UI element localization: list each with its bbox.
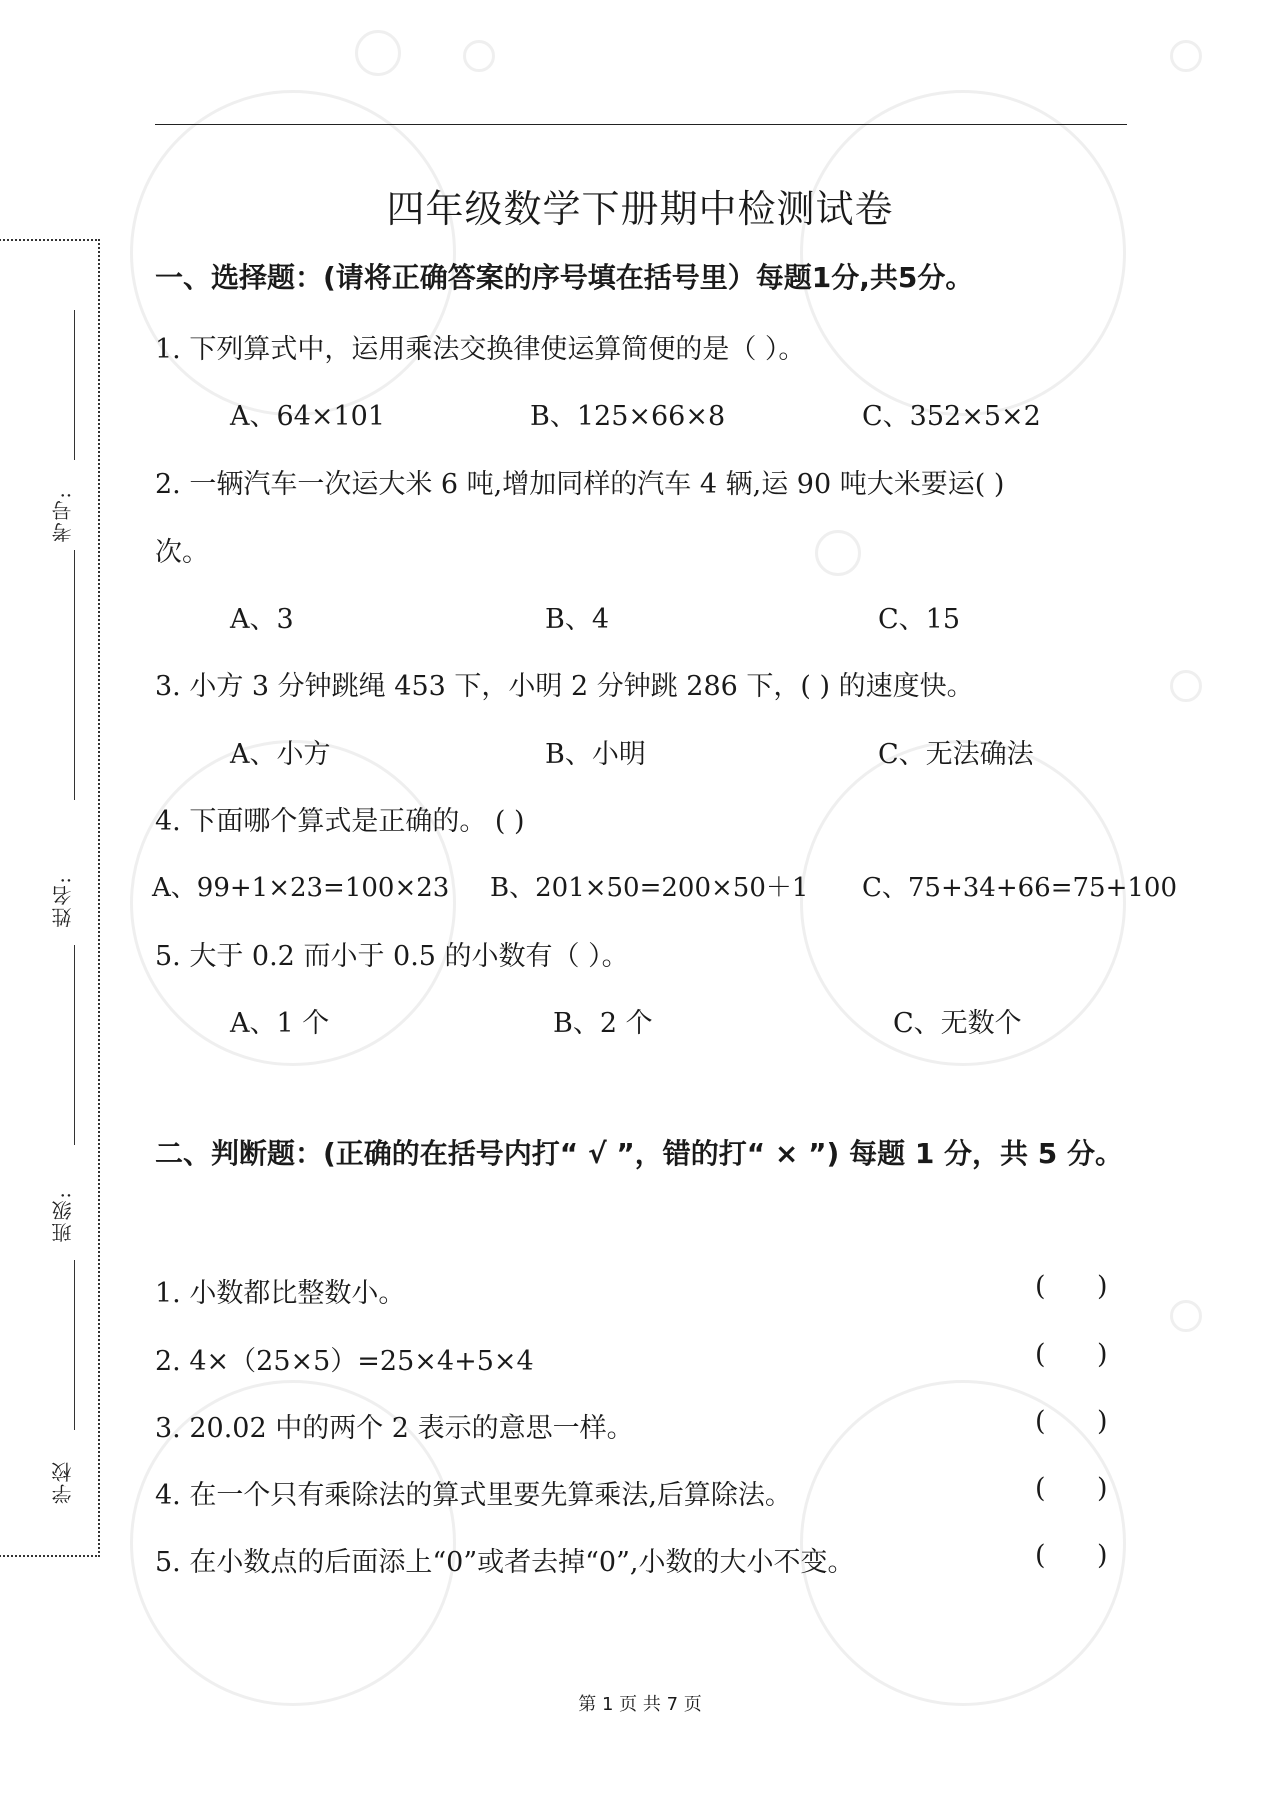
judge-item-5-answer: ( ) [1035, 1540, 1108, 1571]
header-rule [155, 124, 1127, 125]
q4-option-a: A、99+1×23=100×23 [152, 873, 450, 903]
class-line [74, 1260, 75, 1430]
q3-option-b: B、小明 [545, 739, 646, 770]
judge-item-1-answer: ( ) [1035, 1271, 1108, 1302]
watermark-dot [815, 530, 861, 576]
school-label: 学校 [51, 1460, 75, 1504]
q4-option-b: B、201×50=200×50＋1 [490, 873, 809, 903]
page-footer: 第 1 页 共 7 页 [578, 1694, 702, 1715]
judge-item-1: 1. 小数都比整数小。 [155, 1278, 406, 1309]
judge-item-4: 4. 在一个只有乘除法的算式里要先算乘法,后算除法。 [155, 1480, 792, 1511]
section1-heading: 一、选择题：(请将正确答案的序号填在括号里）每题1分,共5分。 [155, 261, 974, 294]
q2-option-b: B、4 [545, 604, 610, 635]
question-2-cont: 次。 [155, 537, 209, 568]
q1-option-a: A、64×101 [230, 401, 386, 432]
q2-option-c: C、15 [878, 604, 961, 635]
name-line [74, 945, 75, 1145]
exam-no-label: 考号: [51, 490, 75, 543]
watermark-dot [463, 40, 495, 72]
question-4: 4. 下面哪个算式是正确的。 ( ) [155, 806, 525, 837]
judge-item-2-answer: ( ) [1035, 1339, 1108, 1370]
question-5: 5. 大于 0.2 而小于 0.5 的小数有（ ）。 [155, 941, 629, 972]
page-title: 四年级数学下册期中检测试卷 [386, 187, 894, 231]
q5-option-a: A、1 个 [230, 1008, 330, 1039]
watermark-dot [355, 30, 401, 76]
q1-option-c: C、352×5×2 [862, 401, 1041, 432]
exam-no-line [74, 310, 75, 460]
q5-option-b: B、2 个 [553, 1008, 653, 1039]
watermark-dot [1170, 1300, 1202, 1332]
judge-item-3-answer: ( ) [1035, 1406, 1108, 1437]
q2-option-a: A、3 [230, 604, 294, 635]
name-label: 姓名: [51, 875, 75, 928]
q5-option-c: C、无数个 [893, 1008, 1022, 1039]
judge-item-4-answer: ( ) [1035, 1473, 1108, 1504]
watermark-dot [1170, 40, 1202, 72]
section2-heading: 二、判断题：(正确的在括号内打“ √ ”，错的打“ × ”) 每题 1 分，共 5 分。 [155, 1137, 1124, 1170]
judge-item-2: 2. 4×（25×5）=25×4+5×4 [155, 1346, 534, 1377]
q4-option-c: C、75+34+66=75+100 [862, 873, 1177, 903]
q1-option-b: B、125×66×8 [530, 401, 726, 432]
watermark-dot [1170, 670, 1202, 702]
q3-option-c: C、无法确法 [878, 739, 1034, 770]
judge-item-3: 3. 20.02 中的两个 2 表示的意思一样。 [155, 1413, 634, 1444]
exam-no-line-lower [74, 550, 75, 800]
judge-item-5: 5. 在小数点的后面添上“0”或者去掉“0”,小数的大小不变。 [155, 1547, 855, 1578]
question-3: 3. 小方 3 分钟跳绳 453 下，小明 2 分钟跳 286 下，( ) 的速度快。 [155, 671, 974, 702]
class-label: 班级: [51, 1190, 75, 1243]
question-1: 1. 下列算式中，运用乘法交换律使运算简便的是（ ）。 [155, 334, 806, 365]
question-2: 2. 一辆汽车一次运大米 6 吨,增加同样的汽车 4 辆,运 90 吨大米要运( ) [155, 469, 1005, 500]
q3-option-a: A、小方 [230, 739, 331, 770]
